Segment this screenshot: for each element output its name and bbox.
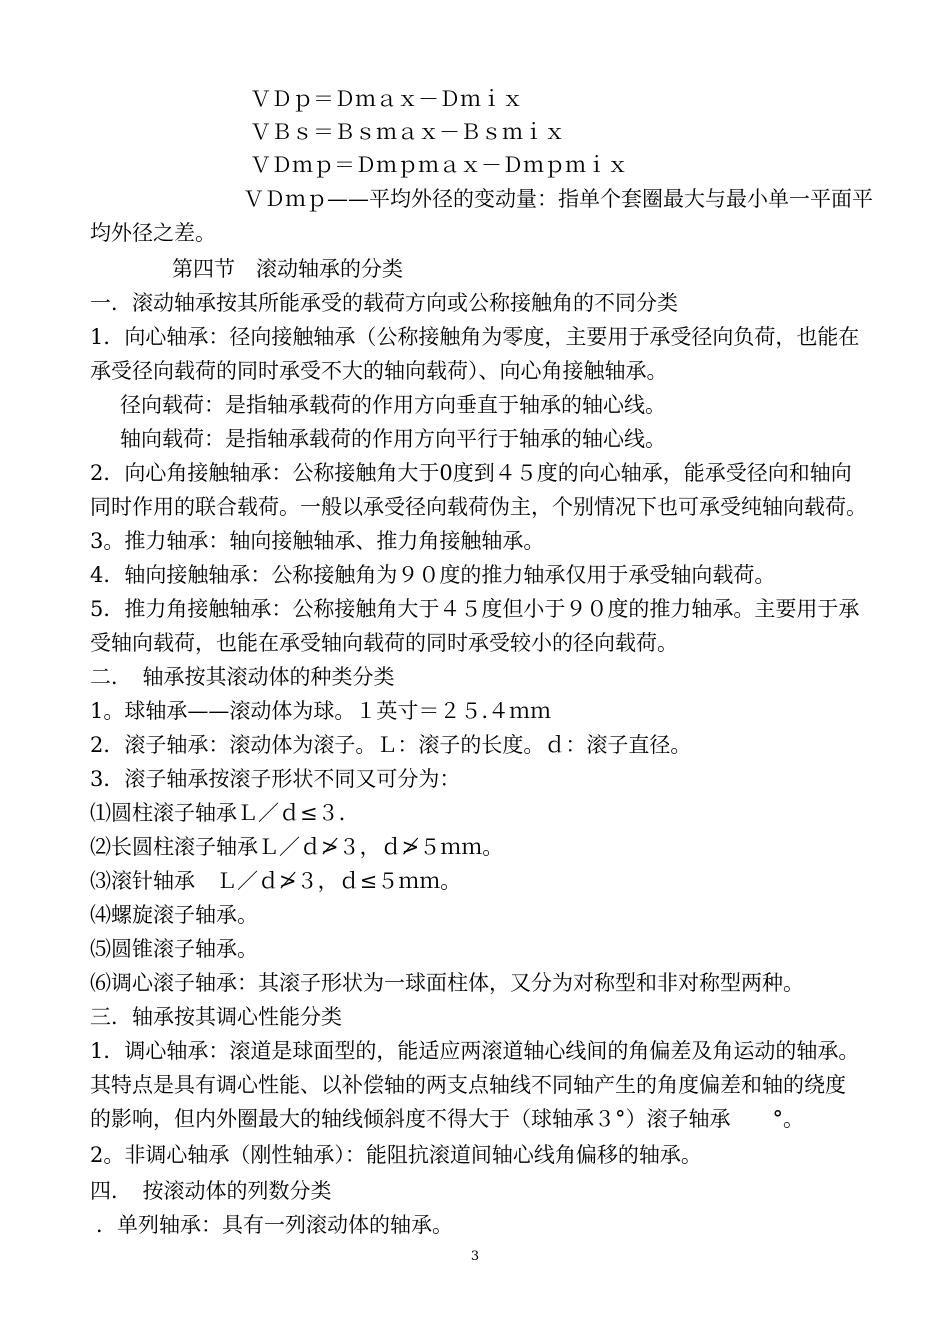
- text-line: 3。推力轴承：轴向接触轴承、推力角接触轴承。: [90, 529, 545, 553]
- formula-vbs: ＶＢｓ＝Ｂｓｍａｘ－Ｂｓｍｉｘ: [250, 120, 565, 144]
- text-line: 2．滚子轴承：滚动体为滚子。Ｌ：滚子的长度。ｄ：滚子直径。: [90, 733, 692, 757]
- text-line: 3．滚子轴承按滚子形状不同又可分为：: [90, 767, 461, 791]
- list-item: ⑷螺旋滚子轴承。: [90, 903, 258, 927]
- text-line: 受轴向载荷，也能在承受轴向载荷的同时承受较小的径向载荷。: [90, 631, 678, 655]
- formula-vdp: ＶＤｐ＝Ｄｍａｘ－Ｄｍｉｘ: [250, 87, 523, 111]
- text-line: 1．调心轴承：滚道是球面型的，能适应两滚道轴心线间的角偏差及角运动的轴承。: [90, 1039, 860, 1063]
- text-line: 承受径向载荷的同时承受不大的轴向载荷）、向心角接触轴承。: [90, 359, 668, 383]
- section-heading: 第四节 滚动轴承的分类: [172, 257, 403, 281]
- text-line: ．单列轴承：具有一列滚动体的轴承。: [96, 1213, 453, 1237]
- text-line: 同时作用的联合载荷。一般以承受径向载荷伪主，个别情况下也可承受纯轴向载荷。: [90, 495, 867, 519]
- text-line: 4．轴向接触轴承：公称接触角为９０度的推力轴承仅用于承受轴向载荷。: [90, 563, 776, 587]
- page-number: 3: [470, 1249, 480, 1264]
- text-line: 轴向载荷：是指轴承载荷的作用方向平行于轴承的轴心线。: [120, 427, 666, 451]
- text-line: 2．向心角接触轴承：公称接触角大于0度到４５度的向心轴承，能承受径向和轴向: [90, 461, 852, 485]
- list-item: ⑴圆柱滚子轴承Ｌ／ｄ≤３.: [90, 801, 346, 825]
- subsection-heading: 三．轴承按其调心性能分类: [90, 1005, 342, 1029]
- text-line: 径向载荷：是指轴承载荷的作用方向垂直于轴承的轴心线。: [120, 393, 666, 417]
- text-line: 2。非调心轴承（刚性轴承）：能阻抗滚道间轴心线角偏移的轴承。: [90, 1143, 702, 1167]
- list-item: ⑹调心滚子轴承：其滚子形状为一球面柱体，又分为对称型和非对称型两种。: [90, 971, 804, 995]
- list-item: ⑶滚针轴承 Ｌ／ｄ≯３，ｄ≤５ｍｍ。: [90, 869, 462, 893]
- text-line: 均外径之差。: [90, 221, 216, 245]
- text-line: 1．向心轴承：径向接触轴承（公称接触角为零度，主要用于承受径向负荷，也能在: [90, 325, 860, 349]
- text-line: 其特点是具有调心性能、以补偿轴的两支点轴线不同轴产生的角度偏差和轴的绕度: [90, 1073, 846, 1097]
- subsection-heading: 一．滚动轴承按其所能承受的载荷方向或公称接触角的不同分类: [90, 291, 678, 315]
- text-line: 5．推力角接触轴承：公称接触角大于４５度但小于９０度的推力轴承。主要用于承: [90, 597, 860, 621]
- text-line: 1。球轴承——滚动体为球。１英寸＝２５.４ｍｍ: [90, 699, 552, 723]
- text-line: 的影响，但内外圈最大的轴线倾斜度不得大于（球轴承３°）滚子轴承 °。: [90, 1107, 804, 1131]
- subsection-heading: 四． 按滚动体的列数分类: [90, 1179, 332, 1203]
- list-item: ⑵长圆柱滚子轴承Ｌ／ｄ≯３，ｄ≯５ｍｍ。: [90, 835, 504, 859]
- list-item: ⑸圆锥滚子轴承。: [90, 937, 258, 961]
- text-line: ＶＤｍｐ——平均外径的变动量：指单个套圈最大与最小单一平面平: [243, 187, 873, 211]
- formula-vdmp: ＶＤｍｐ＝Ｄｍｐｍａｘ－Ｄｍｐｍｉｘ: [250, 153, 628, 177]
- subsection-heading: 二． 轴承按其滚动体的种类分类: [90, 665, 395, 689]
